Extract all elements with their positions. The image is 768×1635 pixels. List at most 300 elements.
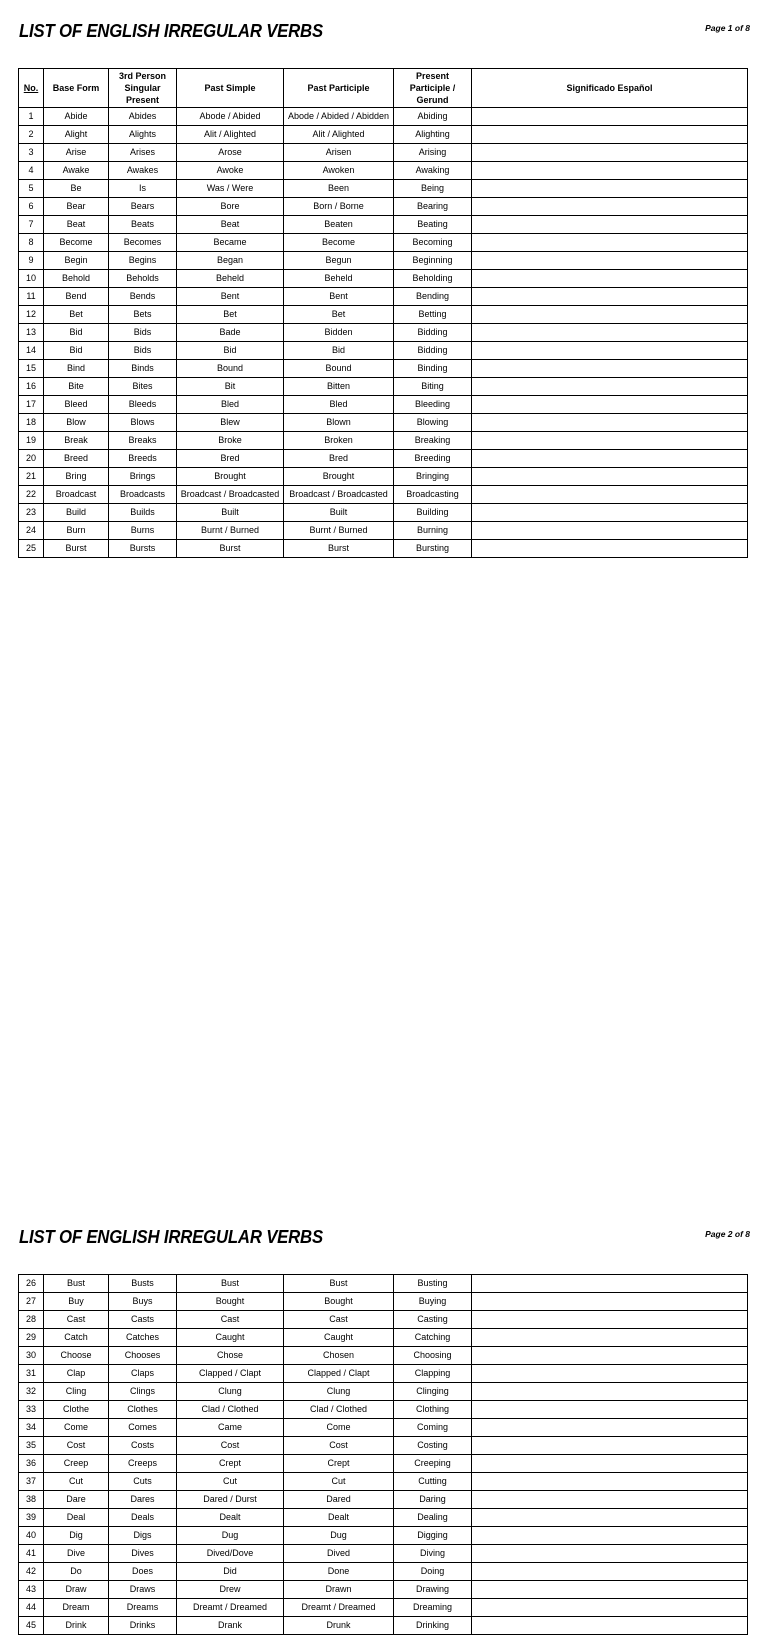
header-present-participle: Present Participle / Gerund (394, 69, 472, 108)
cell-present-participle: Abiding (394, 108, 472, 126)
cell-third-person: Buys (109, 1293, 177, 1311)
cell-significado (472, 180, 748, 198)
cell-no: 23 (19, 504, 44, 522)
cell-significado (472, 1275, 748, 1293)
cell-third-person: Abides (109, 108, 177, 126)
table-row (19, 126, 748, 144)
header-past-simple: Past Simple (177, 69, 284, 108)
cell-past-simple: Beat (177, 216, 284, 234)
document-title: LIST OF ENGLISH IRREGULAR VERBS (19, 21, 323, 41)
cell-past-participle: Come (284, 1419, 394, 1437)
cell-no: 8 (19, 234, 44, 252)
cell-present-participle: Being (394, 180, 472, 198)
cell-no: 12 (19, 306, 44, 324)
cell-third-person: Creeps (109, 1455, 177, 1473)
cell-significado (472, 468, 748, 486)
table-row (19, 468, 748, 486)
page-1 (0, 0, 768, 612)
cell-significado (472, 288, 748, 306)
cell-no: 15 (19, 360, 44, 378)
cell-significado (472, 414, 748, 432)
cell-present-participle: Beginning (394, 252, 472, 270)
cell-base-form: Bid (44, 324, 109, 342)
cell-third-person: Busts (109, 1275, 177, 1293)
cell-base-form: Begin (44, 252, 109, 270)
cell-third-person: Is (109, 180, 177, 198)
cell-base-form: Blow (44, 414, 109, 432)
cell-base-form: Drink (44, 1617, 109, 1635)
cell-present-participle: Creeping (394, 1455, 472, 1473)
cell-no: 9 (19, 252, 44, 270)
cell-base-form: Clap (44, 1365, 109, 1383)
table-row (19, 1365, 748, 1383)
cell-significado (472, 1545, 748, 1563)
cell-present-participle: Blowing (394, 414, 472, 432)
table-row (19, 306, 748, 324)
cell-past-participle: Dived (284, 1545, 394, 1563)
cell-base-form: Breed (44, 450, 109, 468)
cell-past-participle: Dug (284, 1527, 394, 1545)
cell-no: 36 (19, 1455, 44, 1473)
cell-past-simple: Drew (177, 1581, 284, 1599)
header-base-form: Base Form (44, 69, 109, 108)
cell-third-person: Breeds (109, 450, 177, 468)
cell-significado (472, 108, 748, 126)
table-row (19, 1527, 748, 1545)
cell-base-form: Broadcast (44, 486, 109, 504)
cell-significado (472, 252, 748, 270)
cell-third-person: Blows (109, 414, 177, 432)
table-row (19, 1383, 748, 1401)
cell-past-simple: Became (177, 234, 284, 252)
table-row (19, 1473, 748, 1491)
cell-base-form: Buy (44, 1293, 109, 1311)
cell-past-participle: Clung (284, 1383, 394, 1401)
cell-no: 38 (19, 1491, 44, 1509)
cell-no: 43 (19, 1581, 44, 1599)
cell-present-participle: Biting (394, 378, 472, 396)
cell-base-form: Burn (44, 522, 109, 540)
cell-past-participle: Beheld (284, 270, 394, 288)
cell-significado (472, 1347, 748, 1365)
cell-past-simple: Burst (177, 540, 284, 558)
cell-past-simple: Clad / Clothed (177, 1401, 284, 1419)
cell-significado (472, 144, 748, 162)
cell-base-form: Dive (44, 1545, 109, 1563)
cell-base-form: Cut (44, 1473, 109, 1491)
table-row (19, 234, 748, 252)
cell-no: 42 (19, 1563, 44, 1581)
cell-third-person: Does (109, 1563, 177, 1581)
cell-past-participle: Broadcast / Broadcasted (284, 486, 394, 504)
cell-significado (472, 162, 748, 180)
cell-no: 30 (19, 1347, 44, 1365)
cell-third-person: Brings (109, 468, 177, 486)
table-row (19, 1275, 748, 1293)
cell-significado (472, 360, 748, 378)
cell-past-participle: Bet (284, 306, 394, 324)
cell-past-simple: Bust (177, 1275, 284, 1293)
cell-third-person: Chooses (109, 1347, 177, 1365)
table-row (19, 1293, 748, 1311)
cell-significado (472, 450, 748, 468)
cell-third-person: Bets (109, 306, 177, 324)
cell-past-participle: Bought (284, 1293, 394, 1311)
cell-present-participle: Burning (394, 522, 472, 540)
cell-present-participle: Dealing (394, 1509, 472, 1527)
cell-present-participle: Bidding (394, 324, 472, 342)
cell-significado (472, 1491, 748, 1509)
cell-present-participle: Casting (394, 1311, 472, 1329)
cell-no: 21 (19, 468, 44, 486)
cell-third-person: Burns (109, 522, 177, 540)
table-row (19, 360, 748, 378)
cell-base-form: Cling (44, 1383, 109, 1401)
cell-past-participle: Bent (284, 288, 394, 306)
cell-no: 25 (19, 540, 44, 558)
table-row (19, 270, 748, 288)
table-row (19, 486, 748, 504)
cell-no: 45 (19, 1617, 44, 1635)
table-row (19, 1563, 748, 1581)
cell-third-person: Bears (109, 198, 177, 216)
cell-past-simple: Clung (177, 1383, 284, 1401)
cell-third-person: Casts (109, 1311, 177, 1329)
cell-present-participle: Breeding (394, 450, 472, 468)
cell-present-participle: Coming (394, 1419, 472, 1437)
cell-base-form: Bust (44, 1275, 109, 1293)
cell-third-person: Clings (109, 1383, 177, 1401)
cell-past-participle: Bust (284, 1275, 394, 1293)
cell-past-simple: Bore (177, 198, 284, 216)
cell-past-participle: Cost (284, 1437, 394, 1455)
cell-past-simple: Drank (177, 1617, 284, 1635)
table-header-row (19, 69, 748, 108)
cell-base-form: Alight (44, 126, 109, 144)
cell-past-simple: Did (177, 1563, 284, 1581)
cell-present-participle: Bidding (394, 342, 472, 360)
cell-past-simple: Burnt / Burned (177, 522, 284, 540)
cell-base-form: Creep (44, 1455, 109, 1473)
cell-no: 10 (19, 270, 44, 288)
cell-past-simple: Dug (177, 1527, 284, 1545)
cell-no: 35 (19, 1437, 44, 1455)
cell-base-form: Dare (44, 1491, 109, 1509)
cell-significado (472, 540, 748, 558)
cell-significado (472, 324, 748, 342)
document-title: LIST OF ENGLISH IRREGULAR VERBS (19, 1227, 323, 1247)
page-2 (0, 612, 768, 1630)
table-row (19, 1401, 748, 1419)
table-row (19, 1545, 748, 1563)
table-row (19, 324, 748, 342)
cell-significado (472, 270, 748, 288)
cell-present-participle: Bursting (394, 540, 472, 558)
cell-base-form: Beat (44, 216, 109, 234)
cell-past-simple: Bet (177, 306, 284, 324)
cell-significado (472, 522, 748, 540)
cell-base-form: Cast (44, 1311, 109, 1329)
table-row (19, 522, 748, 540)
cell-present-participle: Breaking (394, 432, 472, 450)
cell-no: 6 (19, 198, 44, 216)
cell-past-simple: Bit (177, 378, 284, 396)
cell-third-person: Comes (109, 1419, 177, 1437)
cell-third-person: Bids (109, 342, 177, 360)
cell-third-person: Claps (109, 1365, 177, 1383)
table-row (19, 1509, 748, 1527)
header-significado: Significado Español (472, 69, 748, 108)
cell-past-simple: Dared / Durst (177, 1491, 284, 1509)
cell-no: 7 (19, 216, 44, 234)
cell-third-person: Becomes (109, 234, 177, 252)
cell-past-participle: Crept (284, 1455, 394, 1473)
cell-third-person: Costs (109, 1437, 177, 1455)
cell-no: 18 (19, 414, 44, 432)
cell-significado (472, 1437, 748, 1455)
cell-base-form: Be (44, 180, 109, 198)
cell-past-simple: Awoke (177, 162, 284, 180)
cell-no: 28 (19, 1311, 44, 1329)
cell-no: 44 (19, 1599, 44, 1617)
cell-past-participle: Alit / Alighted (284, 126, 394, 144)
cell-significado (472, 1473, 748, 1491)
cell-third-person: Awakes (109, 162, 177, 180)
cell-no: 29 (19, 1329, 44, 1347)
cell-present-participle: Cutting (394, 1473, 472, 1491)
header-third-person: 3rd Person Singular Present (109, 69, 177, 108)
cell-past-participle: Bid (284, 342, 394, 360)
cell-past-simple: Was / Were (177, 180, 284, 198)
cell-past-participle: Chosen (284, 1347, 394, 1365)
table-row (19, 450, 748, 468)
cell-third-person: Dares (109, 1491, 177, 1509)
cell-no: 33 (19, 1401, 44, 1419)
cell-no: 22 (19, 486, 44, 504)
cell-base-form: Bet (44, 306, 109, 324)
cell-past-simple: Cut (177, 1473, 284, 1491)
cell-no: 24 (19, 522, 44, 540)
table-row (19, 1617, 748, 1635)
table-row (19, 216, 748, 234)
cell-past-participle: Brought (284, 468, 394, 486)
table-row (19, 504, 748, 522)
cell-past-participle: Burst (284, 540, 394, 558)
cell-past-participle: Clad / Clothed (284, 1401, 394, 1419)
cell-past-participle: Abode / Abided / Abidden (284, 108, 394, 126)
cell-present-participle: Bending (394, 288, 472, 306)
cell-base-form: Bid (44, 342, 109, 360)
table-row (19, 1329, 748, 1347)
cell-present-participle: Diving (394, 1545, 472, 1563)
cell-present-participle: Buying (394, 1293, 472, 1311)
table-row (19, 252, 748, 270)
table-row (19, 1455, 748, 1473)
cell-no: 20 (19, 450, 44, 468)
cell-base-form: Bind (44, 360, 109, 378)
cell-base-form: Come (44, 1419, 109, 1437)
cell-significado (472, 1581, 748, 1599)
cell-past-participle: Awoken (284, 162, 394, 180)
cell-significado (472, 1527, 748, 1545)
cell-past-simple: Bent (177, 288, 284, 306)
cell-no: 39 (19, 1509, 44, 1527)
cell-present-participle: Costing (394, 1437, 472, 1455)
cell-present-participle: Bleeding (394, 396, 472, 414)
cell-past-simple: Cast (177, 1311, 284, 1329)
cell-past-participle: Dreamt / Dreamed (284, 1599, 394, 1617)
table-row (19, 1581, 748, 1599)
cell-present-participle: Drawing (394, 1581, 472, 1599)
cell-past-simple: Bought (177, 1293, 284, 1311)
cell-past-participle: Dared (284, 1491, 394, 1509)
cell-base-form: Bring (44, 468, 109, 486)
cell-no: 40 (19, 1527, 44, 1545)
cell-no: 16 (19, 378, 44, 396)
cell-present-participle: Binding (394, 360, 472, 378)
cell-significado (472, 432, 748, 450)
cell-past-simple: Cost (177, 1437, 284, 1455)
cell-past-simple: Bound (177, 360, 284, 378)
table-row (19, 1491, 748, 1509)
cell-past-participle: Bitten (284, 378, 394, 396)
table-row (19, 1311, 748, 1329)
cell-past-simple: Caught (177, 1329, 284, 1347)
cell-past-simple: Dealt (177, 1509, 284, 1527)
cell-past-participle: Become (284, 234, 394, 252)
cell-significado (472, 1599, 748, 1617)
cell-past-simple: Bid (177, 342, 284, 360)
cell-past-participle: Burnt / Burned (284, 522, 394, 540)
header-no: No. (19, 69, 44, 108)
cell-base-form: Bleed (44, 396, 109, 414)
cell-no: 1 (19, 108, 44, 126)
cell-significado (472, 234, 748, 252)
cell-past-simple: Arose (177, 144, 284, 162)
cell-significado (472, 306, 748, 324)
cell-third-person: Builds (109, 504, 177, 522)
cell-significado (472, 486, 748, 504)
cell-third-person: Bleeds (109, 396, 177, 414)
cell-third-person: Binds (109, 360, 177, 378)
cell-third-person: Bursts (109, 540, 177, 558)
cell-third-person: Beats (109, 216, 177, 234)
cell-significado (472, 1419, 748, 1437)
cell-past-simple: Bled (177, 396, 284, 414)
cell-present-participle: Daring (394, 1491, 472, 1509)
cell-no: 19 (19, 432, 44, 450)
cell-past-simple: Built (177, 504, 284, 522)
table-row (19, 1599, 748, 1617)
cell-no: 14 (19, 342, 44, 360)
cell-third-person: Dives (109, 1545, 177, 1563)
cell-past-participle: Been (284, 180, 394, 198)
cell-no: 3 (19, 144, 44, 162)
cell-no: 41 (19, 1545, 44, 1563)
cell-present-participle: Bringing (394, 468, 472, 486)
cell-past-participle: Arisen (284, 144, 394, 162)
cell-no: 37 (19, 1473, 44, 1491)
cell-past-simple: Dreamt / Dreamed (177, 1599, 284, 1617)
cell-past-simple: Blew (177, 414, 284, 432)
table-row (19, 1437, 748, 1455)
cell-past-simple: Dived/Dove (177, 1545, 284, 1563)
cell-base-form: Break (44, 432, 109, 450)
table-row (19, 288, 748, 306)
cell-past-simple: Bade (177, 324, 284, 342)
cell-past-simple: Bred (177, 450, 284, 468)
cell-base-form: Build (44, 504, 109, 522)
cell-present-participle: Drinking (394, 1617, 472, 1635)
cell-present-participle: Broadcasting (394, 486, 472, 504)
cell-significado (472, 378, 748, 396)
cell-present-participle: Beating (394, 216, 472, 234)
cell-significado (472, 504, 748, 522)
cell-third-person: Breaks (109, 432, 177, 450)
cell-past-participle: Drunk (284, 1617, 394, 1635)
cell-no: 31 (19, 1365, 44, 1383)
cell-past-simple: Broke (177, 432, 284, 450)
cell-third-person: Catches (109, 1329, 177, 1347)
cell-past-participle: Begun (284, 252, 394, 270)
cell-past-simple: Brought (177, 468, 284, 486)
cell-present-participle: Dreaming (394, 1599, 472, 1617)
cell-third-person: Alights (109, 126, 177, 144)
cell-no: 5 (19, 180, 44, 198)
cell-third-person: Bids (109, 324, 177, 342)
cell-third-person: Arises (109, 144, 177, 162)
cell-base-form: Become (44, 234, 109, 252)
cell-present-participle: Betting (394, 306, 472, 324)
cell-present-participle: Arising (394, 144, 472, 162)
cell-past-simple: Crept (177, 1455, 284, 1473)
cell-base-form: Bear (44, 198, 109, 216)
cell-no: 32 (19, 1383, 44, 1401)
cell-significado (472, 198, 748, 216)
table-row (19, 414, 748, 432)
cell-significado (472, 1509, 748, 1527)
cell-past-simple: Came (177, 1419, 284, 1437)
cell-no: 27 (19, 1293, 44, 1311)
page-number: Page 2 of 8 (705, 1229, 750, 1239)
cell-base-form: Awake (44, 162, 109, 180)
table-row (19, 180, 748, 198)
cell-third-person: Dreams (109, 1599, 177, 1617)
cell-base-form: Do (44, 1563, 109, 1581)
cell-significado (472, 1311, 748, 1329)
cell-base-form: Deal (44, 1509, 109, 1527)
cell-past-simple: Clapped / Clapt (177, 1365, 284, 1383)
table-row (19, 1419, 748, 1437)
cell-past-participle: Blown (284, 414, 394, 432)
cell-significado (472, 1329, 748, 1347)
page-number: Page 1 of 8 (705, 23, 750, 33)
cell-present-participle: Clinging (394, 1383, 472, 1401)
cell-third-person: Bites (109, 378, 177, 396)
cell-past-simple: Chose (177, 1347, 284, 1365)
cell-third-person: Begins (109, 252, 177, 270)
cell-base-form: Clothe (44, 1401, 109, 1419)
cell-past-participle: Bound (284, 360, 394, 378)
table-row (19, 396, 748, 414)
cell-past-participle: Caught (284, 1329, 394, 1347)
table-row (19, 198, 748, 216)
cell-third-person: Digs (109, 1527, 177, 1545)
cell-significado (472, 1563, 748, 1581)
cell-present-participle: Clapping (394, 1365, 472, 1383)
cell-present-participle: Clothing (394, 1401, 472, 1419)
cell-past-participle: Clapped / Clapt (284, 1365, 394, 1383)
